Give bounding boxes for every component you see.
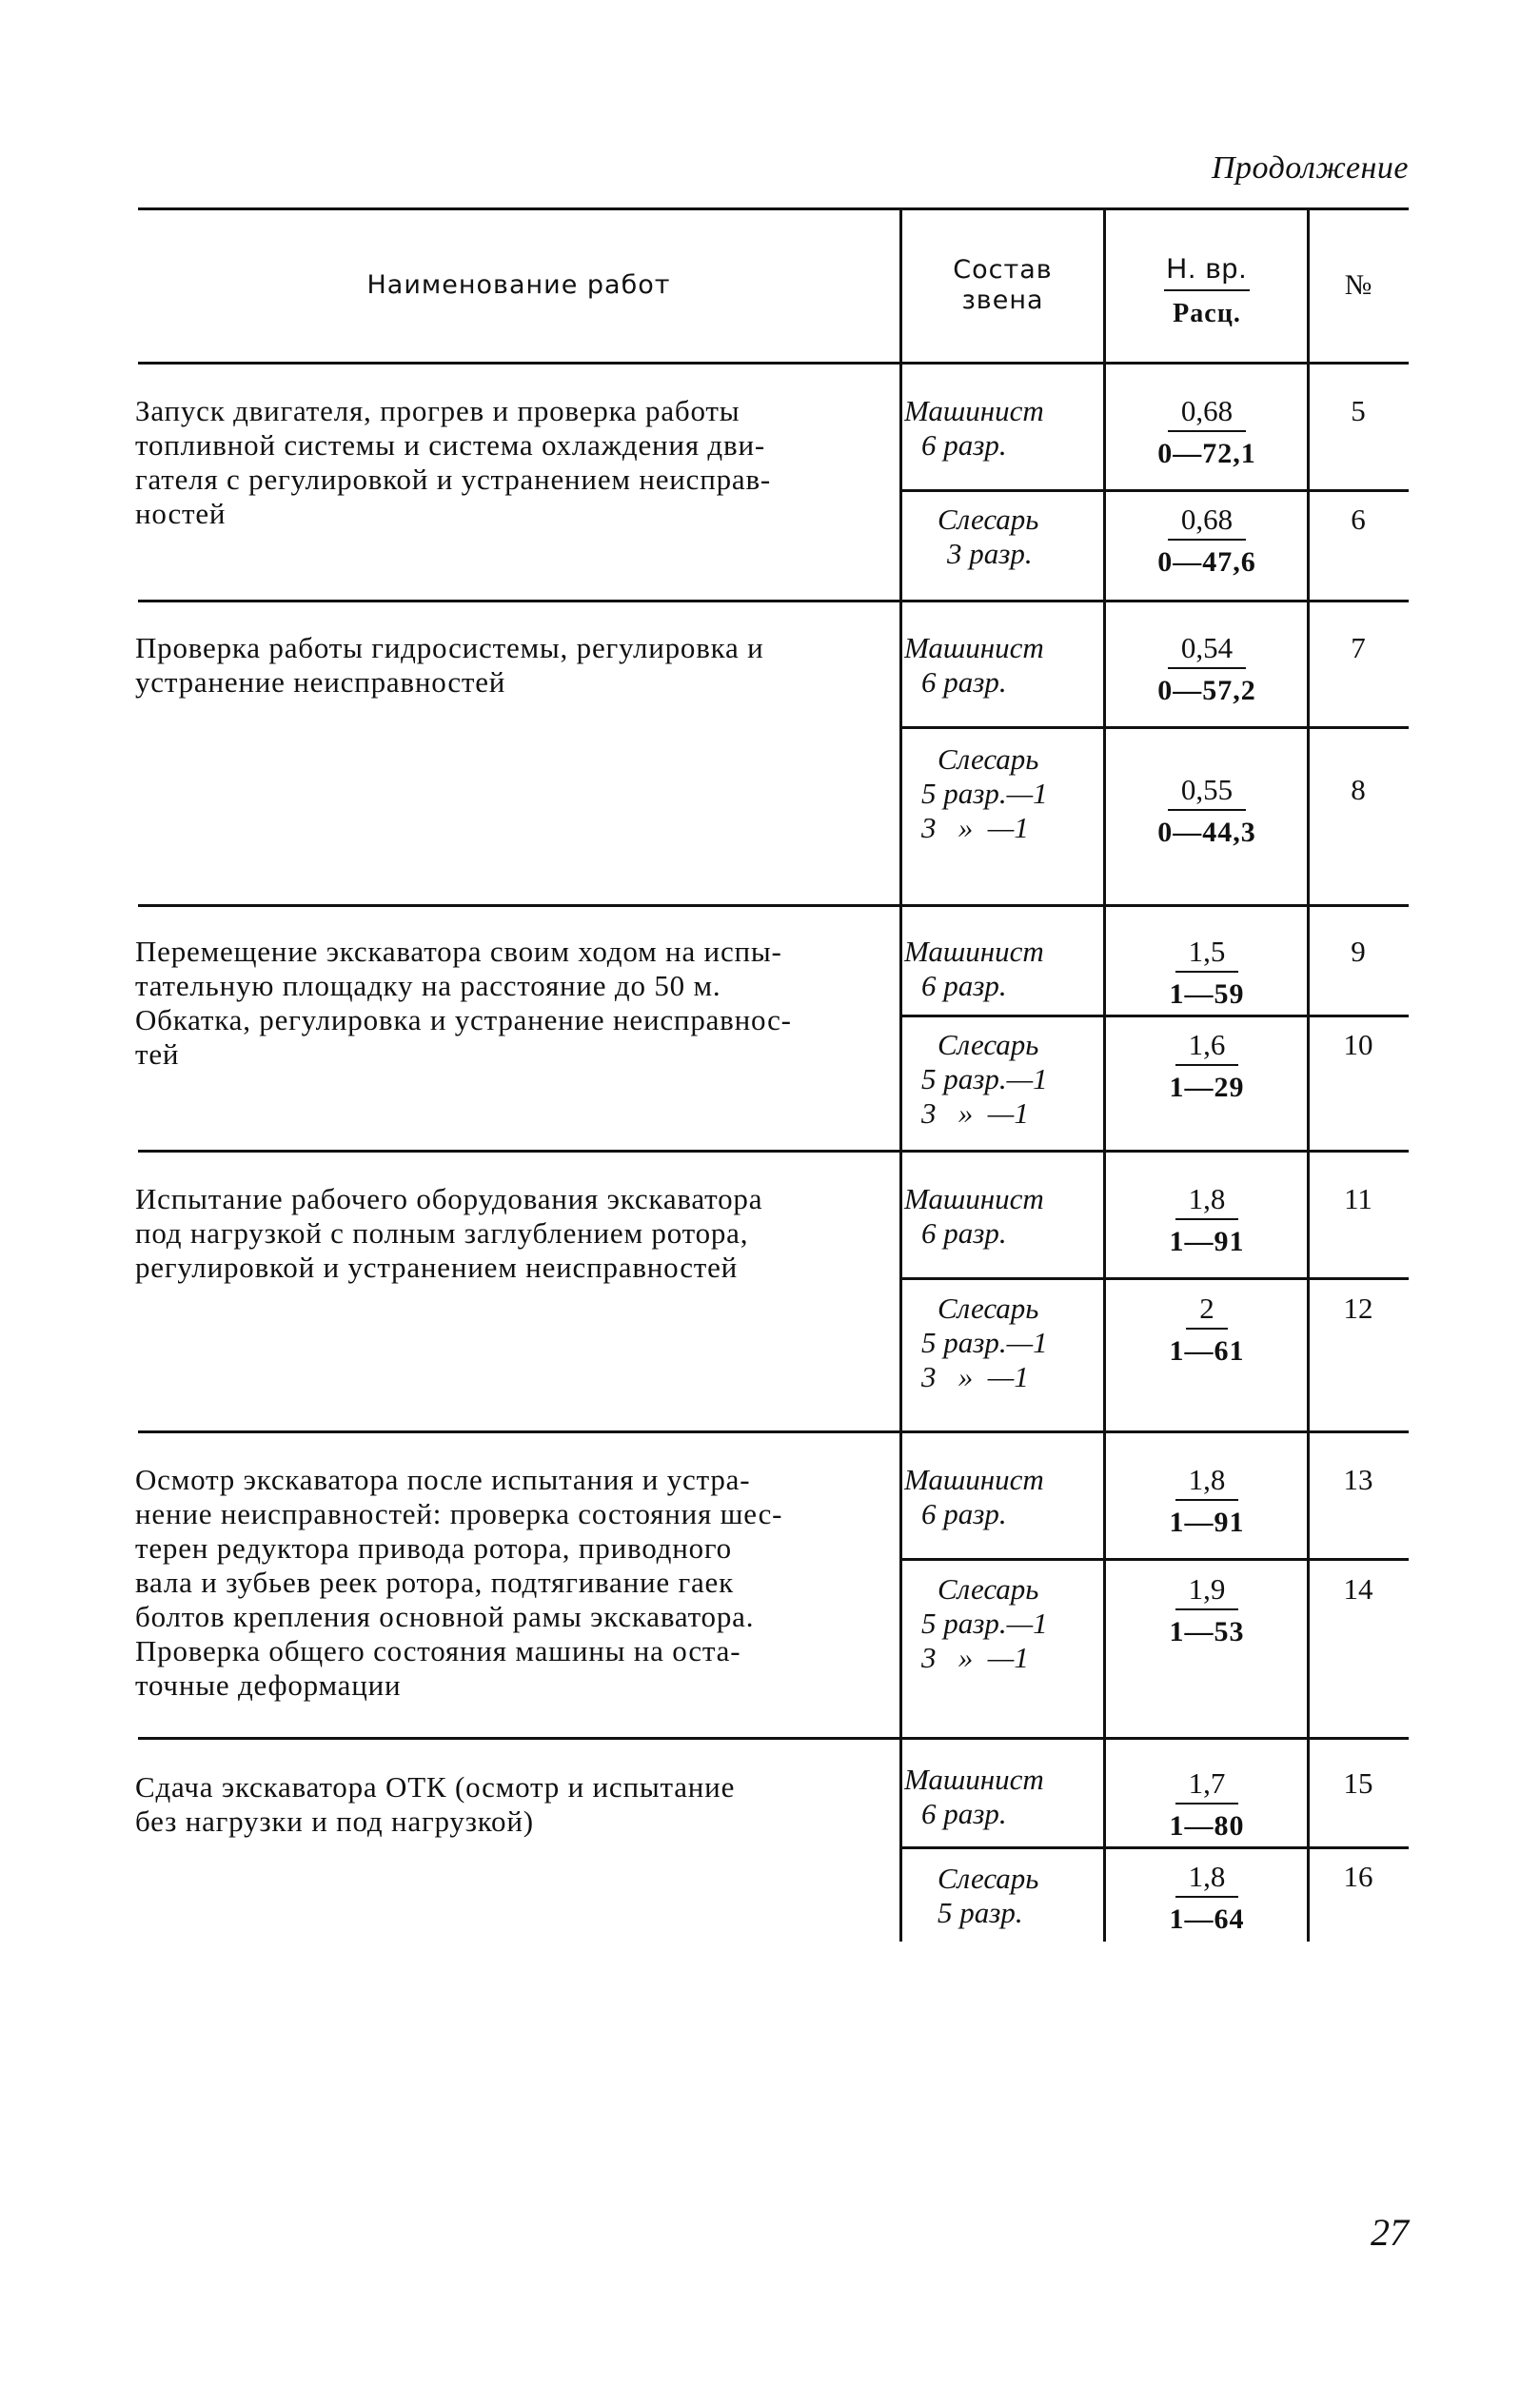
crew xyxy=(904,394,1104,463)
text-line: 1—29 xyxy=(1169,1072,1245,1103)
text-line: Перемещение экскаватора своим ходом на испы- xyxy=(135,935,782,968)
text-line: 5 разр. xyxy=(938,1896,1023,1929)
row-separator xyxy=(899,489,1409,492)
crew xyxy=(904,1763,1104,1831)
text-line: 0—72,1 xyxy=(1157,438,1256,469)
crew xyxy=(904,503,1104,571)
text-line: Запуск двигателя, прогрев и проверка работы xyxy=(135,394,740,427)
work-name xyxy=(135,1770,883,1839)
row-separator xyxy=(899,1846,1409,1849)
row-separator xyxy=(899,1277,1409,1280)
text-line: устранение неисправностей xyxy=(135,665,506,699)
text-line: Слесарь xyxy=(938,503,1039,536)
header-bottom-rule xyxy=(138,362,1409,365)
group-separator xyxy=(138,1737,1409,1740)
work-name xyxy=(135,394,883,531)
text-line: 3 » —1 xyxy=(921,1096,1029,1130)
text-line: 0—44,3 xyxy=(1157,817,1256,848)
crew xyxy=(904,742,1104,845)
row-separator xyxy=(899,726,1409,729)
norm-rate xyxy=(1107,1028,1307,1104)
text-line: 5 разр.—1 xyxy=(921,1607,1048,1640)
crew xyxy=(904,1028,1104,1131)
text-line: 6 разр. xyxy=(921,1797,1007,1830)
norm-rate xyxy=(1107,1182,1307,1258)
row-number: 5 xyxy=(1351,394,1366,427)
text-line: без нагрузки и под нагрузкой) xyxy=(135,1804,534,1838)
norm-rate xyxy=(1107,1860,1307,1936)
text-line: 6 разр. xyxy=(921,665,1007,699)
text-line: 1—64 xyxy=(1169,1903,1245,1935)
row-number: 15 xyxy=(1343,1766,1373,1800)
row-number: 7 xyxy=(1351,631,1366,664)
norm-rate xyxy=(1107,1463,1307,1539)
row-number: 8 xyxy=(1351,773,1366,806)
norm-rate xyxy=(1107,394,1307,470)
row-number: 11 xyxy=(1344,1182,1372,1215)
text-line: 0—47,6 xyxy=(1157,546,1256,578)
work-name xyxy=(135,631,883,700)
text-line: Слесарь xyxy=(938,1572,1039,1606)
text-line: Машинист xyxy=(904,394,1044,427)
group-separator xyxy=(138,1150,1409,1153)
text-line: под нагрузкой с полным заглублением ротора, xyxy=(135,1216,749,1250)
norm-rate xyxy=(1107,1572,1307,1648)
group-separator xyxy=(138,904,1409,907)
text-line: регулировкой и устранением неисправностей xyxy=(135,1251,739,1284)
text-line: 6 разр. xyxy=(921,1497,1007,1530)
text-line: Обкатка, регулировка и устранение неисправнос- xyxy=(135,1003,792,1036)
text-line: Слесарь xyxy=(938,1028,1039,1061)
text-line: 1,8 xyxy=(1175,1182,1239,1220)
work-name xyxy=(135,935,883,1072)
text-line: Слесарь xyxy=(938,742,1039,776)
text-line: 1,5 xyxy=(1175,935,1239,973)
text-line: Проверка работы гидросистемы, регулировка и xyxy=(135,631,764,664)
text-line: 5 разр.—1 xyxy=(921,777,1048,810)
row-number: 6 xyxy=(1351,503,1366,536)
text-line: 5 разр.—1 xyxy=(921,1062,1048,1095)
row-number: 12 xyxy=(1343,1292,1373,1325)
crew xyxy=(904,1572,1104,1675)
text-line: ностей xyxy=(135,497,227,530)
text-line: тательную площадку на расстояние до 50 м. xyxy=(135,969,721,1002)
header-norm-time: Н. вр. xyxy=(1164,253,1249,291)
text-line: нение неисправностей: проверка состояния шес- xyxy=(135,1497,783,1530)
text-line: 1—53 xyxy=(1169,1616,1245,1647)
text-line: Испытание рабочего оборудования экскаватора xyxy=(135,1182,763,1215)
text-line: 1,7 xyxy=(1175,1766,1239,1804)
row-separator xyxy=(899,1015,1409,1017)
text-line: 6 разр. xyxy=(921,969,1007,1002)
crew xyxy=(904,935,1104,1003)
row-number: 10 xyxy=(1343,1028,1373,1061)
text-line: Слесарь xyxy=(938,1292,1039,1325)
crew xyxy=(904,1463,1104,1531)
text-line: 1—61 xyxy=(1169,1335,1245,1367)
norm-rate xyxy=(1107,935,1307,1011)
work-name xyxy=(135,1182,883,1285)
text-line: терен редуктора привода ротора, приводного xyxy=(135,1531,732,1565)
table-top-rule xyxy=(138,207,1409,210)
text-line: 1,6 xyxy=(1175,1028,1239,1066)
text-line: Машинист xyxy=(904,935,1044,968)
col-divider-number xyxy=(1307,207,1310,1942)
header-rate: Расц. xyxy=(1173,299,1241,328)
norm-rate xyxy=(1107,1766,1307,1843)
page-number: 27 xyxy=(1371,2211,1409,2254)
text-line: 0,68 xyxy=(1168,503,1246,541)
text-line: Машинист xyxy=(904,631,1044,664)
text-line: вала и зубьев реек ротора, подтягивание гаек xyxy=(135,1566,734,1599)
text-line: 0—57,2 xyxy=(1157,675,1256,706)
crew xyxy=(904,1292,1104,1394)
text-line: 1,9 xyxy=(1175,1572,1239,1610)
continued-label: Продолжение xyxy=(1211,150,1409,186)
work-name xyxy=(135,1463,883,1703)
text-line: Сдача экскаватора ОТК (осмотр и испытание xyxy=(135,1770,736,1804)
text-line: Проверка общего состояния машины на оста- xyxy=(135,1634,741,1667)
norm-rate xyxy=(1107,631,1307,707)
text-line: 5 разр.—1 xyxy=(921,1326,1048,1359)
text-line: 3 » —1 xyxy=(921,1641,1029,1674)
text-line: Осмотр экскаватора после испытания и устра- xyxy=(135,1463,751,1496)
text-line: 2 xyxy=(1186,1292,1228,1330)
text-line: 0,54 xyxy=(1168,631,1246,669)
row-number: 13 xyxy=(1343,1463,1373,1496)
crew xyxy=(904,1862,1104,1930)
row-number: 9 xyxy=(1351,935,1366,968)
header-crew-line2: звена xyxy=(961,286,1044,315)
text-line: Машинист xyxy=(904,1182,1044,1215)
norm-rate xyxy=(1107,503,1307,579)
group-separator xyxy=(138,600,1409,602)
text-line: 1—91 xyxy=(1169,1226,1245,1257)
text-line: 0,55 xyxy=(1168,773,1246,811)
text-line: 6 разр. xyxy=(921,1216,1007,1250)
col-divider-crew xyxy=(899,207,902,1942)
norm-rate xyxy=(1107,1292,1307,1368)
crew xyxy=(904,631,1104,700)
text-line: 1—59 xyxy=(1169,978,1245,1010)
group-separator xyxy=(138,1430,1409,1433)
text-line: точные деформации xyxy=(135,1668,402,1702)
text-line: болтов крепления основной рамы экскаватора. xyxy=(135,1600,755,1633)
norm-rate xyxy=(1107,773,1307,849)
text-line: 1,8 xyxy=(1175,1860,1239,1898)
text-line: Слесарь xyxy=(938,1862,1039,1895)
text-line: 0,68 xyxy=(1168,394,1246,432)
row-number: 16 xyxy=(1343,1860,1373,1893)
row-number: 14 xyxy=(1343,1572,1373,1606)
text-line: 1—80 xyxy=(1169,1810,1245,1842)
text-line: Машинист xyxy=(904,1463,1044,1496)
text-line: 1,8 xyxy=(1175,1463,1239,1501)
text-line: гателя с регулировкой и устранением неисправ- xyxy=(135,463,772,496)
crew xyxy=(904,1182,1104,1251)
text-line: 3 » —1 xyxy=(921,811,1029,844)
header-crew-line1: Состав xyxy=(953,255,1053,285)
header-number: № xyxy=(1344,269,1372,301)
text-line: 3 » —1 xyxy=(921,1360,1029,1393)
text-line: Машинист xyxy=(904,1763,1044,1796)
header-crew xyxy=(902,255,1103,316)
text-line: 6 разр. xyxy=(921,428,1007,462)
text-line: 3 разр. xyxy=(947,537,1033,570)
text-line: 1—91 xyxy=(1169,1507,1245,1538)
header-norm xyxy=(1107,253,1307,329)
text-line: тей xyxy=(135,1037,180,1071)
row-separator xyxy=(899,1558,1409,1561)
text-line: топливной системы и система охлаждения дви- xyxy=(135,428,765,462)
header-name: Наименование работ xyxy=(366,270,671,300)
